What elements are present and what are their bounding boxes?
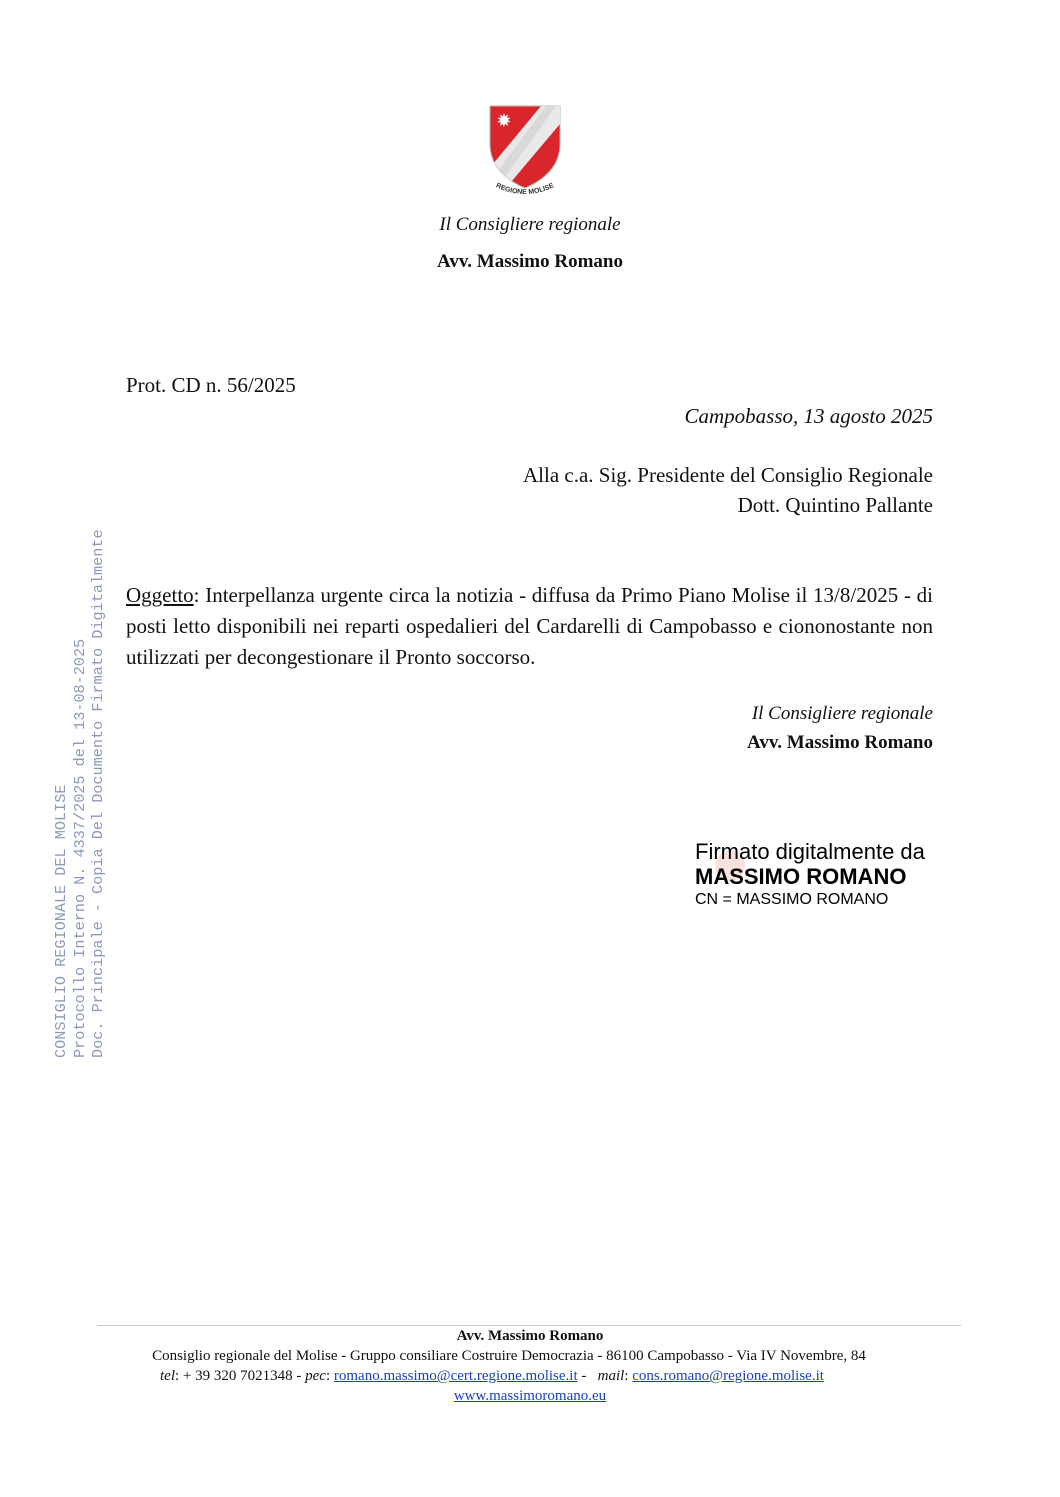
stamp-line-3: Doc. Principale - Copia Del Documento Firmato Digitalmente xyxy=(89,529,107,1058)
digital-signature-line-3: CN = MASSIMO ROMANO xyxy=(695,891,889,908)
subject-label: Oggetto xyxy=(126,583,194,607)
stamp-line-1: CONSIGLIO REGIONALE DEL MOLISE xyxy=(52,784,70,1058)
regione-molise-crest-logo xyxy=(486,104,564,200)
stamp-line-2: Protocollo Interno N. 4337/2025 del 13-08-2025 xyxy=(70,638,89,1058)
digital-signature-stamp xyxy=(695,839,925,910)
pec-separator: : xyxy=(325,1368,334,1384)
recipient-line-2: Dott. Quintino Pallante xyxy=(737,493,933,517)
signature-name: Avv. Massimo Romano xyxy=(747,732,933,753)
subject-paragraph xyxy=(126,580,933,673)
tel-number: : + 39 320 7021348 - xyxy=(175,1368,306,1384)
crest-caption: REGIONE MOLISE xyxy=(494,182,556,197)
footer-contacts xyxy=(160,1368,824,1385)
footer-name: Avv. Massimo Romano xyxy=(456,1328,604,1344)
mail-separator: : xyxy=(624,1368,633,1384)
subject-text: : Interpellanza urgente circa la notizia - diffusa da Primo Piano Molise il 13/8/2025 - di posti letto disponibili nei reparti ospedalieri del Cardarelli di Campobasso e ciononostante non utilizzati per decongestionare il Pronto soccorso. xyxy=(126,583,933,669)
header-name: Avv. Massimo Romano xyxy=(437,251,623,272)
website-link[interactable]: www.massimoromano.eu xyxy=(453,1388,607,1404)
digital-signature-line-1: Firmato digitalmente da xyxy=(695,839,925,864)
recipient-line-1: Alla c.a. Sig. Presidente del Consiglio Regionale xyxy=(522,463,933,487)
mail-label: mail xyxy=(597,1368,625,1384)
letter-date: Campobasso, 13 agosto 2025 xyxy=(684,404,933,428)
footer-website xyxy=(0,1388,1060,1405)
tel-label: tel xyxy=(160,1368,175,1384)
pec-email-link[interactable]: romano.massimo@cert.regione.molise.it xyxy=(333,1368,578,1384)
digital-signature-line-2: MASSIMO ROMANO xyxy=(695,864,907,889)
footer-divider xyxy=(97,1325,961,1326)
signature-title: Il Consigliere regionale xyxy=(751,703,933,724)
footer-organization: Consiglio regionale del Molise - Gruppo consiliare Costruire Democrazia - 86100 Campobasso - Via IV Novembre, 84 xyxy=(152,1348,866,1364)
mail-separator-before: - xyxy=(577,1368,598,1384)
header-title: Il Consigliere regionale xyxy=(439,214,621,235)
protocol-number: Prot. CD n. 56/2025 xyxy=(126,373,296,397)
vertical-protocol-stamp xyxy=(52,529,108,1058)
mail-email-link[interactable]: cons.romano@regione.molise.it xyxy=(632,1368,824,1384)
pec-label: pec xyxy=(305,1368,326,1384)
